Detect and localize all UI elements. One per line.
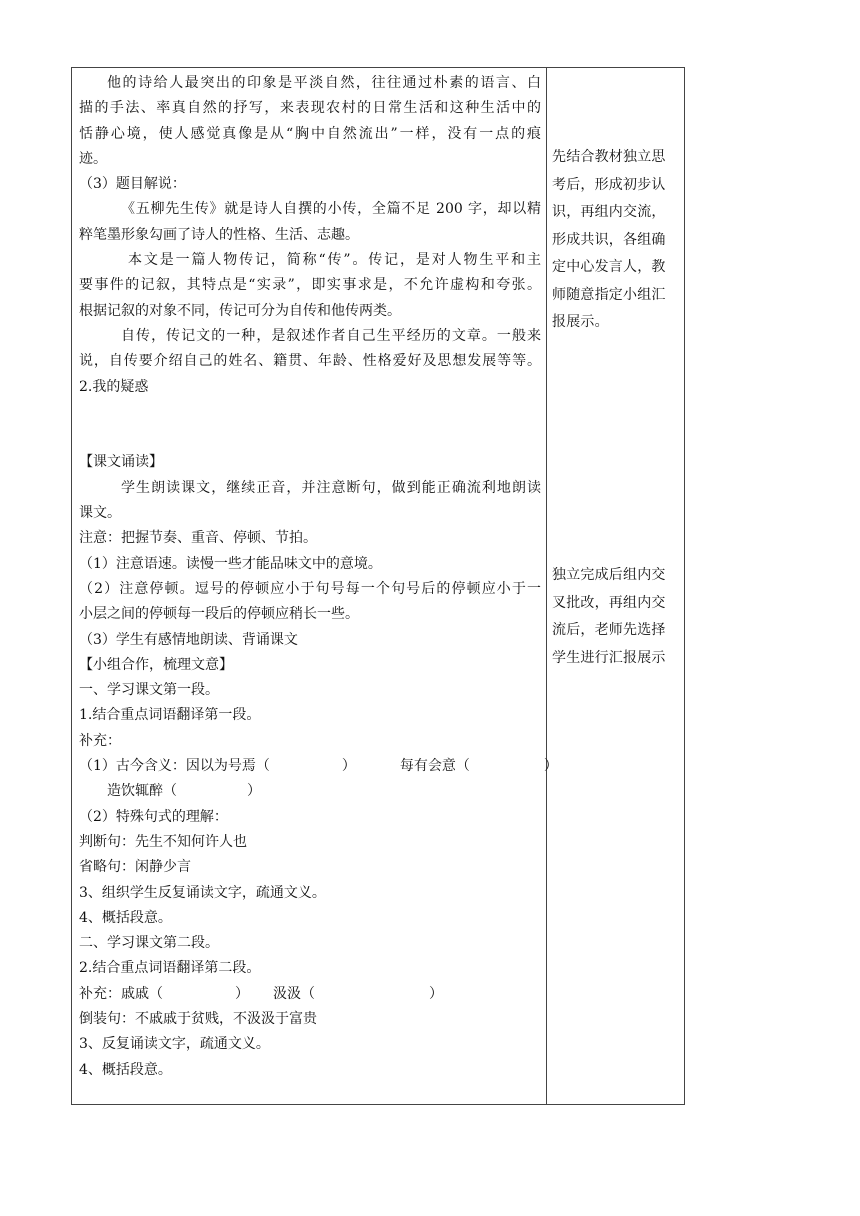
note-line: 独立完成后组内交	[552, 567, 666, 583]
text-line: 3、组织学生反复诵读文字，疏通文义。	[79, 884, 326, 901]
note-line: 叉批改，再组内交	[552, 594, 666, 611]
text-line: 要事件的记叙，其特点是“实录”，即实事求是，不允许虚构和夸张。	[79, 277, 541, 294]
text-line: 2.结合重点词语翻译第二段。	[79, 960, 261, 977]
text-line: 【课文诵读】	[79, 454, 163, 471]
text-line: 倒装句：不戚戚于贫贱，不汲汲于富贵	[79, 1010, 317, 1027]
text-line: 根据记叙的对象不同，传记可分为自传和他传两类。	[79, 302, 401, 319]
text-line: （1）注意语速。读慢一些才能品味文中的意境。	[79, 555, 382, 572]
text-line: 说，自传要介绍自己的姓名、籍贯、年龄、性格爱好及思想发展等等。	[79, 353, 541, 370]
text-line: 他的诗给人最突出的印象是平淡自然，往往通过朴素的语言、白	[107, 75, 541, 91]
text-line: 二、学习课文第二段。	[79, 935, 219, 952]
text-line: 小层之间的停顿每一段后的停顿应稍长一些。	[79, 606, 359, 623]
text-line: 注意：把握节奏、重音、停顿、节拍。	[79, 530, 317, 547]
note-line: 识，再组内交流，	[552, 204, 666, 220]
vocab-line: （1）古今含义：因以为号焉（ ） 每有会意（ ）	[79, 758, 558, 775]
method-note-1	[552, 144, 684, 337]
text-line: 本文是一篇人物传记，简称“传”。传记，是对人物生平和主	[128, 252, 541, 269]
sentence-section	[79, 805, 541, 982]
note-line: 先结合教材独立思	[552, 149, 666, 165]
note-line: 定中心发言人，教	[552, 259, 666, 275]
method-note-2	[552, 562, 684, 672]
text-line: 课文。	[79, 505, 121, 522]
text-line: 1.结合重点词语翻译第一段。	[79, 707, 261, 724]
text-line: 一、学习课文第一段。	[79, 682, 219, 699]
text-line: 学生朗读课文，继续正音，并注意断句，做到能正确流利地朗读	[121, 479, 541, 496]
text-line: （3）学生有感情地朗读、背诵课文	[79, 631, 298, 648]
text-line: （3）题目解说：	[79, 176, 186, 193]
lesson-table	[71, 67, 685, 1105]
text-line: 补充：	[79, 732, 121, 749]
text-line: 4、概括段意。	[79, 1061, 172, 1078]
text-line: 4、概括段意。	[79, 909, 172, 926]
text-line: 判断句：先生不知何许人也	[79, 833, 247, 850]
text-line: 自传，传记文的一种，是叙述作者自己生平经历的文章。一般来	[121, 327, 541, 344]
text-line: 《五柳先生传》就是诗人自撰的小传，全篇不足 200 字，却以精	[121, 201, 541, 218]
text-line: 2.我的疑惑	[79, 378, 149, 395]
text-line: 迹。	[79, 150, 107, 167]
vocab-line: 造饮辄醉（ ）	[107, 783, 261, 800]
summary-section	[79, 1007, 541, 1083]
note-line: 报展示。	[552, 314, 609, 330]
content-column	[79, 71, 558, 1083]
text-line: 粹笔墨形象勾画了诗人的性格、生活、志趣。	[79, 226, 359, 243]
note-line: 形成共识，各组确	[552, 231, 666, 248]
reading-section	[79, 450, 541, 754]
text-line: 3、反复诵读文字，疏通文义。	[79, 1036, 270, 1053]
text-line: 省略句：闲静少言	[79, 859, 191, 876]
text-line: 【小组合作，梳理文意】	[79, 656, 233, 673]
vocab-line: 补充：戚戚（ ） 汲汲（ ）	[79, 985, 443, 1002]
text-line: 恬静心境，使人感觉真像是从“胸中自然流出”一样，没有一点的痕	[79, 125, 541, 142]
text-line: （2）特殊句式的理解：	[79, 808, 228, 825]
blank-space	[79, 400, 541, 451]
column-divider	[546, 68, 547, 1104]
intro-section	[79, 71, 541, 400]
note-line: 学生进行汇报展示	[552, 649, 666, 666]
note-line: 师随意指定小组汇	[552, 286, 666, 303]
text-line: 描的手法、率真自然的抒写，来表现农村的日常生活和这种生活中的	[79, 100, 541, 117]
text-line: （2）注意停顿。逗号的停顿应小于句号每一个句号后的停顿应小于一	[79, 580, 541, 597]
note-line: 考后，形成初步认	[552, 176, 666, 193]
note-line: 流后，老师先选择	[552, 622, 666, 638]
